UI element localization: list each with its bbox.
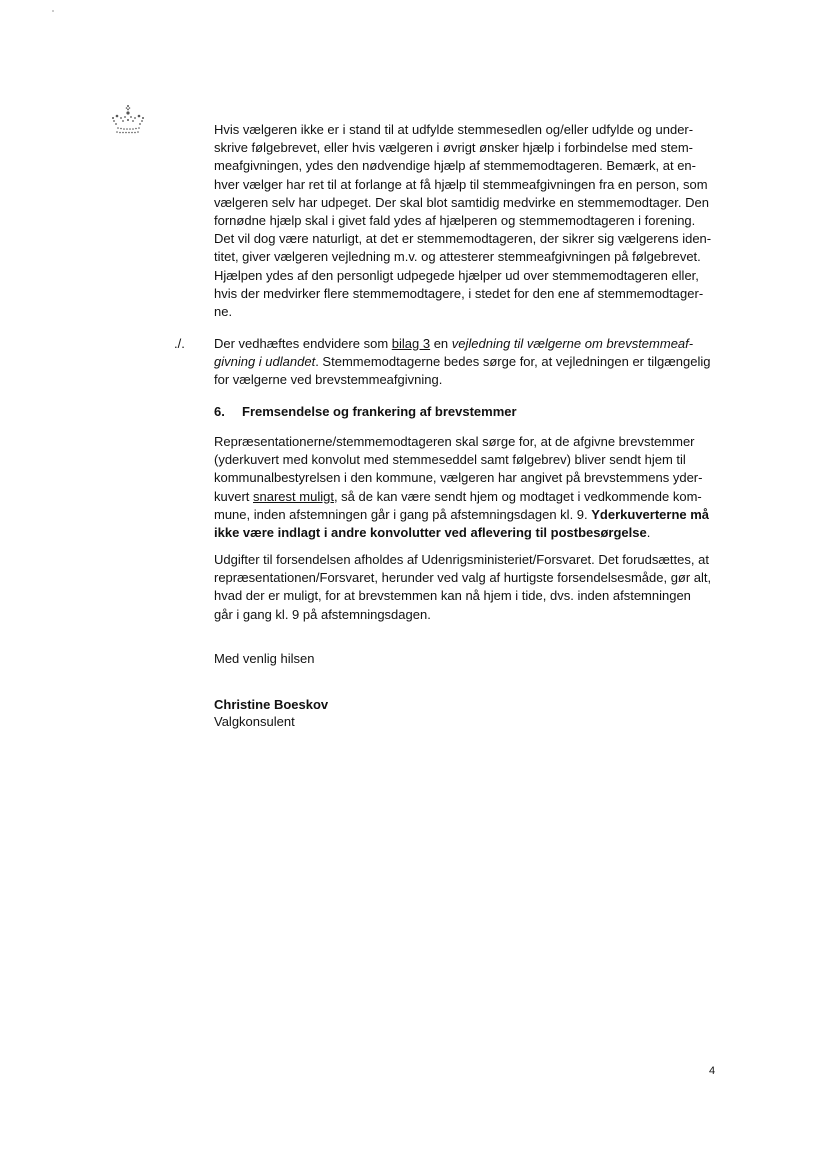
text-line: Hvis vælgeren ikke er i stand til at udfylde stemmesedlen og/eller udfylde og under-: [214, 122, 694, 137]
text-line: hvis der medvirker flere stemmemodtagere, i stedet for den ene af stemmemodtager-: [214, 285, 704, 301]
text-line: Hjælpen ydes af den personligt udpegede hjælper ud over stemmemodtageren eller,: [214, 267, 699, 283]
text-line: hver vælger har ret til at forlange at få hjælp til stemmeafgivningen fra en person, som: [214, 176, 708, 192]
scan-artifact: [52, 10, 54, 12]
paragraph-attachment: [214, 335, 719, 390]
page-number: 4: [709, 1065, 716, 1077]
text-segment: en: [430, 336, 452, 351]
text-line: ne.: [214, 304, 233, 320]
italic-title: vejledning til vælgerne om brevstemmeaf-: [451, 336, 694, 351]
text-line: for vælgerne ved brevstemmeafgivning.: [214, 372, 443, 388]
text-line: meafgivningen, ydes den nødvendige hjælp af stemmemodtageren. Bemærk, at en-: [214, 158, 696, 174]
section-number: 6.: [214, 404, 225, 419]
bilag-link[interactable]: bilag 3: [391, 336, 431, 351]
text-line: fornødne hjælp skal i givet fald ydes af hjælperen og stemmemodtageren i forening.: [214, 213, 696, 229]
text-segment: . Stemmemodtagerne bedes sørge for, at vejledningen er tilgængelig: [315, 354, 711, 370]
text-line: [214, 524, 719, 542]
bold-text: ikke være indlagt i andre konvolutter ved aflevering til postbesørgelse: [214, 525, 647, 541]
text-segment: kuvert: [214, 488, 254, 504]
text-line: [214, 506, 719, 524]
text-segment: Der vedhæftes endvidere som: [214, 336, 392, 351]
section-title: Fremsendelse og frankering af brevstemmer: [242, 404, 517, 419]
underlined-text: snarest muligt: [253, 488, 334, 504]
text-line: [214, 488, 719, 506]
text-line: [214, 353, 719, 371]
text-line: går i gang kl. 9 på afstemningsdagen.: [214, 606, 431, 622]
paragraph-sending: [214, 433, 719, 542]
text-segment: .: [646, 525, 651, 541]
text-line: [214, 335, 719, 353]
bold-text: Yderkuverterne må: [591, 506, 710, 522]
closing-greeting: Med venlig hilsen: [214, 651, 315, 666]
text-line: Repræsentationerne/stemmemodtageren skal sørge for, at de afgivne brevstemmer: [214, 434, 695, 449]
text-line: hvad der er muligt, for at brevstemmen kan nå hjem i tide, dvs. inden afstemningen: [214, 588, 691, 604]
crown-icon: [110, 104, 146, 136]
text-segment: mune, inden afstemningen går i gang på afstemningsdagen kl. 9.: [214, 506, 592, 522]
text-line: (yderkuvert med konvolut med stemmeseddel samt følgebrev) bliver sendt hjem til: [214, 452, 686, 468]
signatory-title: Valgkonsulent: [214, 714, 295, 729]
text-line: vælgeren selv har udpeget. Der skal blot samtidig medvirke en stemmemodtager. Den: [214, 194, 709, 210]
signatory-name: Christine Boeskov: [214, 697, 329, 712]
paragraph-voter-assistance: [214, 121, 719, 321]
paragraph-costs: [214, 551, 719, 624]
italic-title: givning i udlandet: [214, 354, 316, 370]
text-segment: , så de kan være sendt hjem og modtaget i vedkommende kom-: [333, 488, 702, 504]
attachment-marker: ./.: [174, 336, 185, 351]
text-line: titet, giver vælgeren vejledning m.v. og attesterer stemmeafgivningen på følgebrevet.: [214, 249, 701, 265]
text-line: kommunalbestyrelsen i den kommune, vælgeren har angivet på brevstemmens yder-: [214, 470, 703, 486]
text-line: Det vil dog være naturligt, at det er stemmemodtageren, der sikrer sig vælgerens iden-: [214, 231, 712, 247]
text-line: skrive følgebrevet, eller hvis vælgeren i øvrigt ønsker hjælp i forbindelse med stem-: [214, 140, 694, 156]
text-line: repræsentationen/Forsvaret, herunder ved valg af hurtigste forsendelsesmåde, gør alt,: [214, 570, 712, 586]
text-line: Udgifter til forsendelsen afholdes af Udenrigsministeriet/Forsvaret. Det forudsættes, at: [214, 552, 709, 567]
section-heading: [214, 403, 517, 421]
